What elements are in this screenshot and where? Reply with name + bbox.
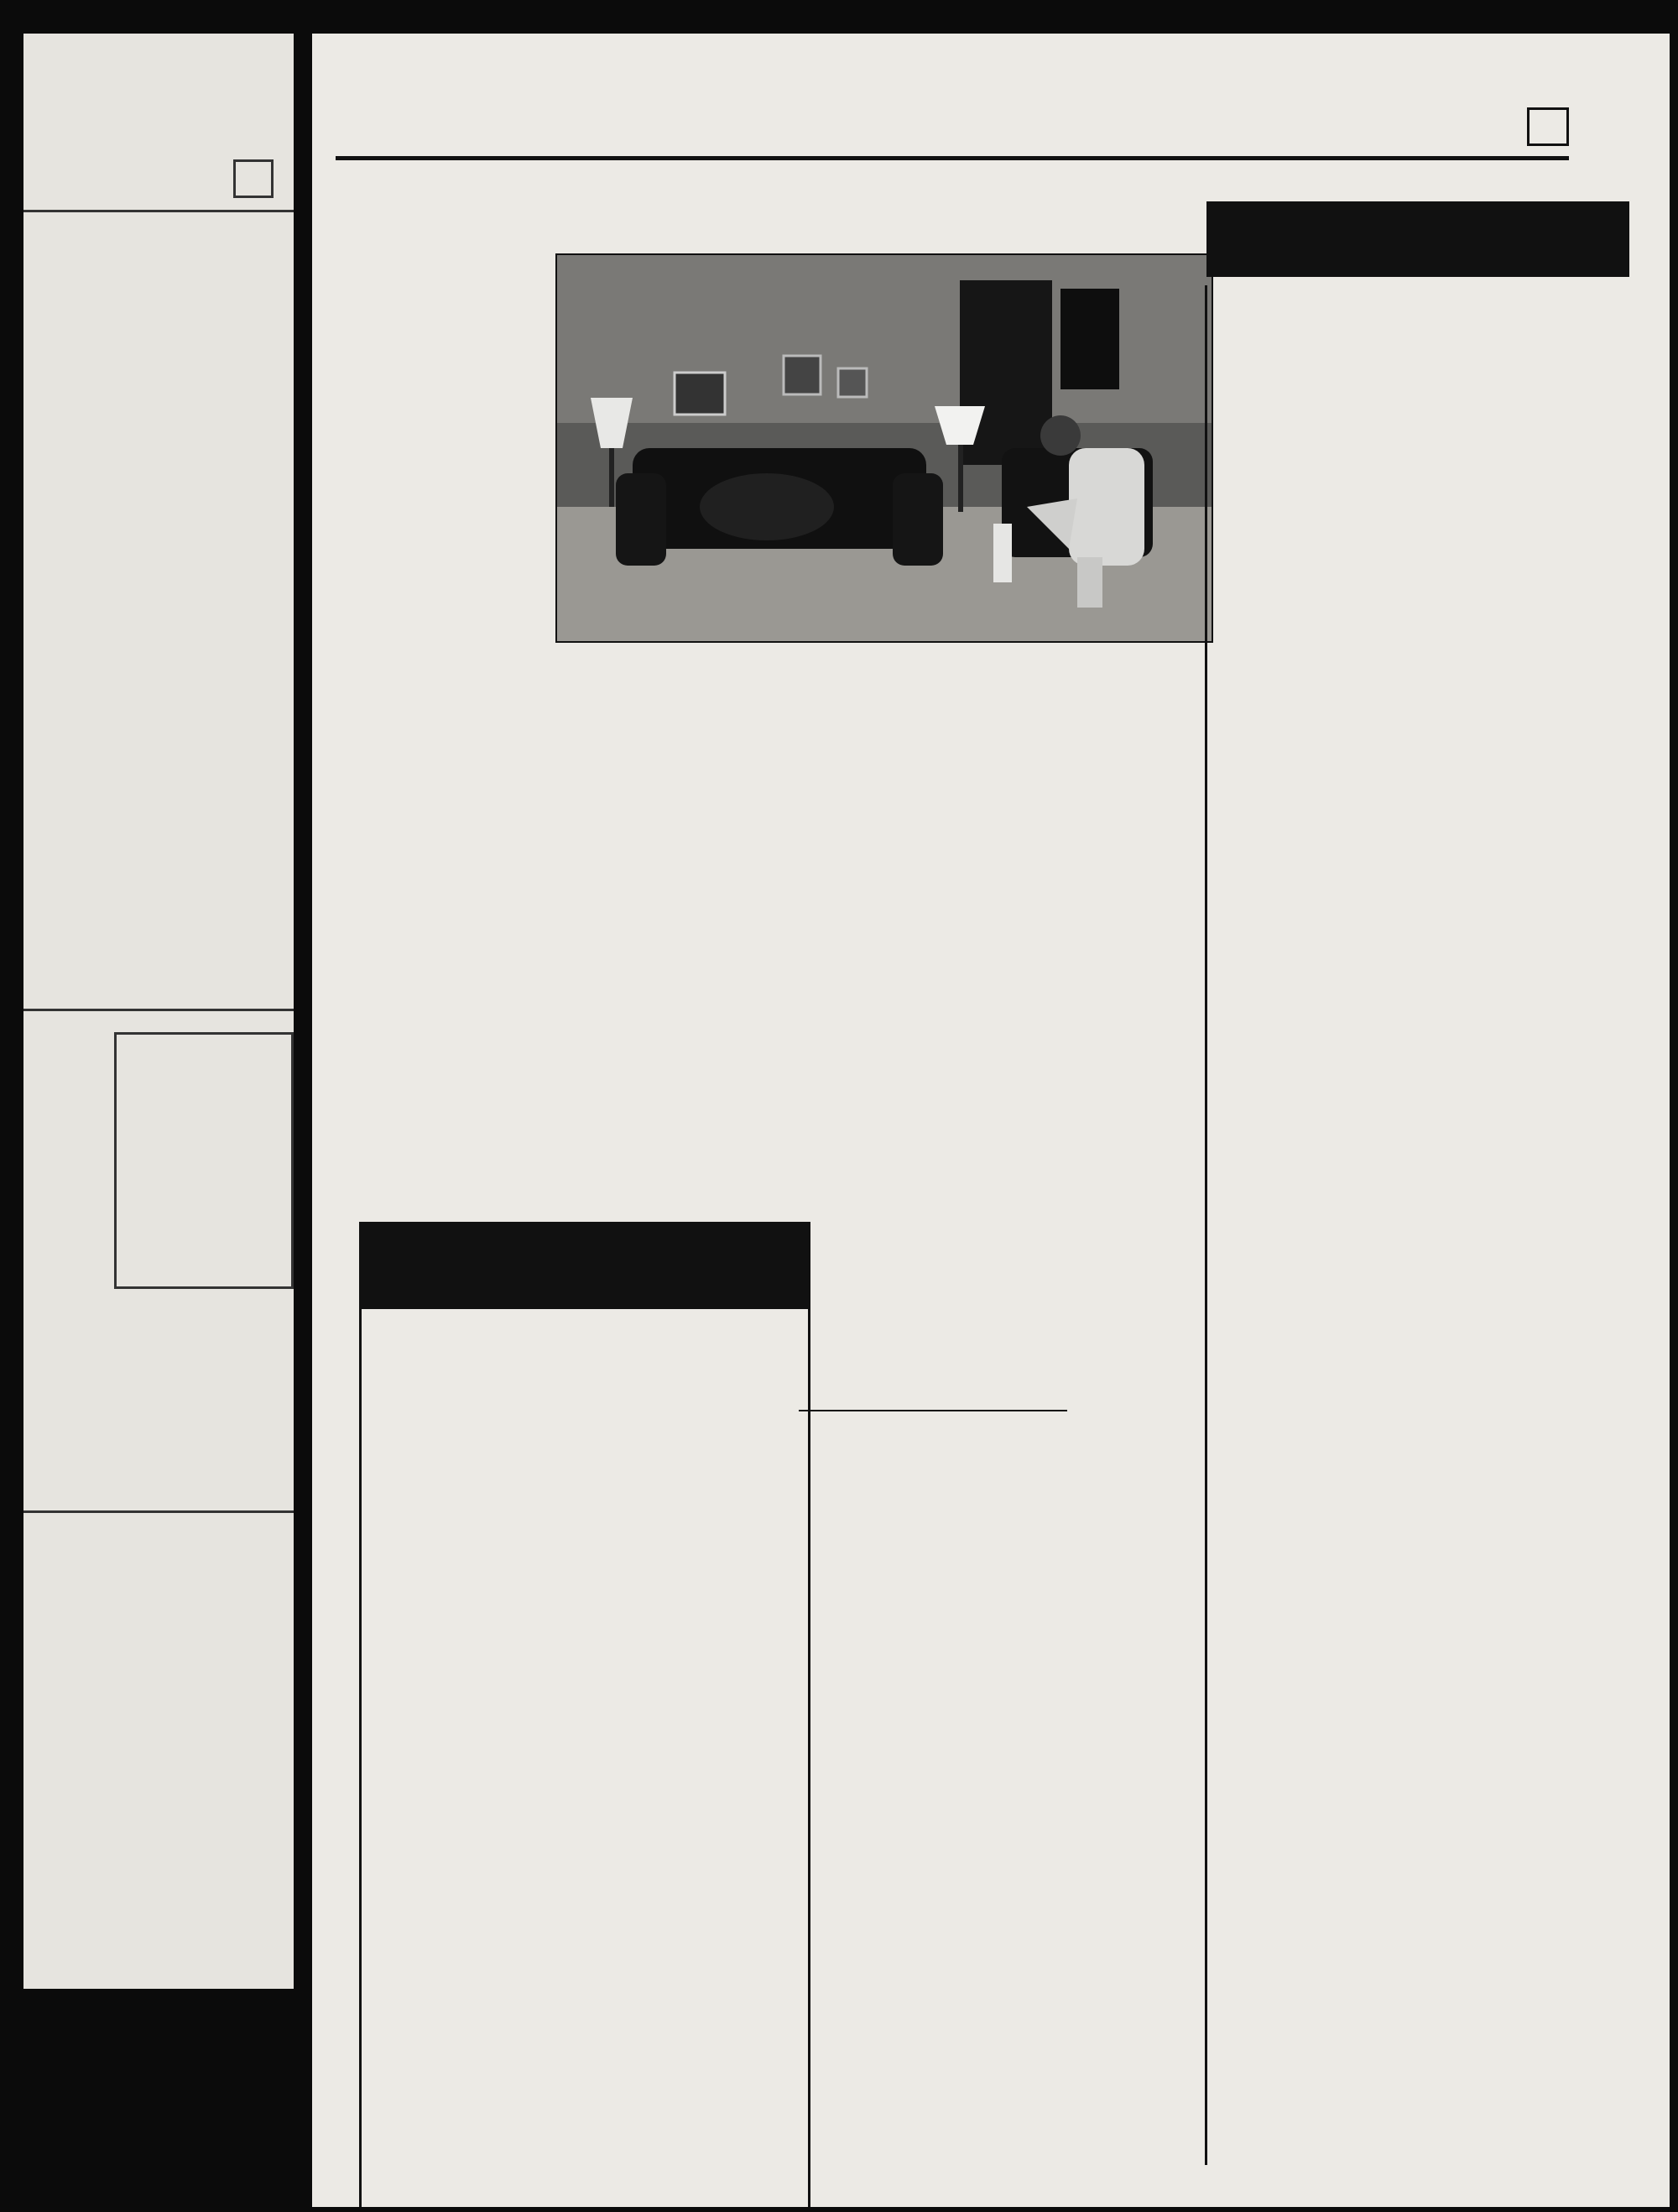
previous-page-number (233, 159, 274, 198)
header-rule (336, 156, 1569, 160)
booktrader-ad (114, 1032, 294, 1289)
brady-box-headline (359, 1222, 810, 1309)
divider (799, 1410, 1067, 1411)
entertainment-page (312, 34, 1670, 2207)
divider (23, 1009, 294, 1011)
photo-illustration (557, 255, 1212, 641)
hypnotism-photo (555, 253, 1213, 643)
previous-page-strip (23, 34, 294, 1989)
column-divider (1205, 285, 1207, 2165)
divider (23, 210, 294, 212)
brady-nixon-box (359, 1222, 810, 2207)
divider (23, 1510, 294, 1513)
page-number (1527, 107, 1569, 146)
coming-up-banner (1206, 201, 1629, 277)
